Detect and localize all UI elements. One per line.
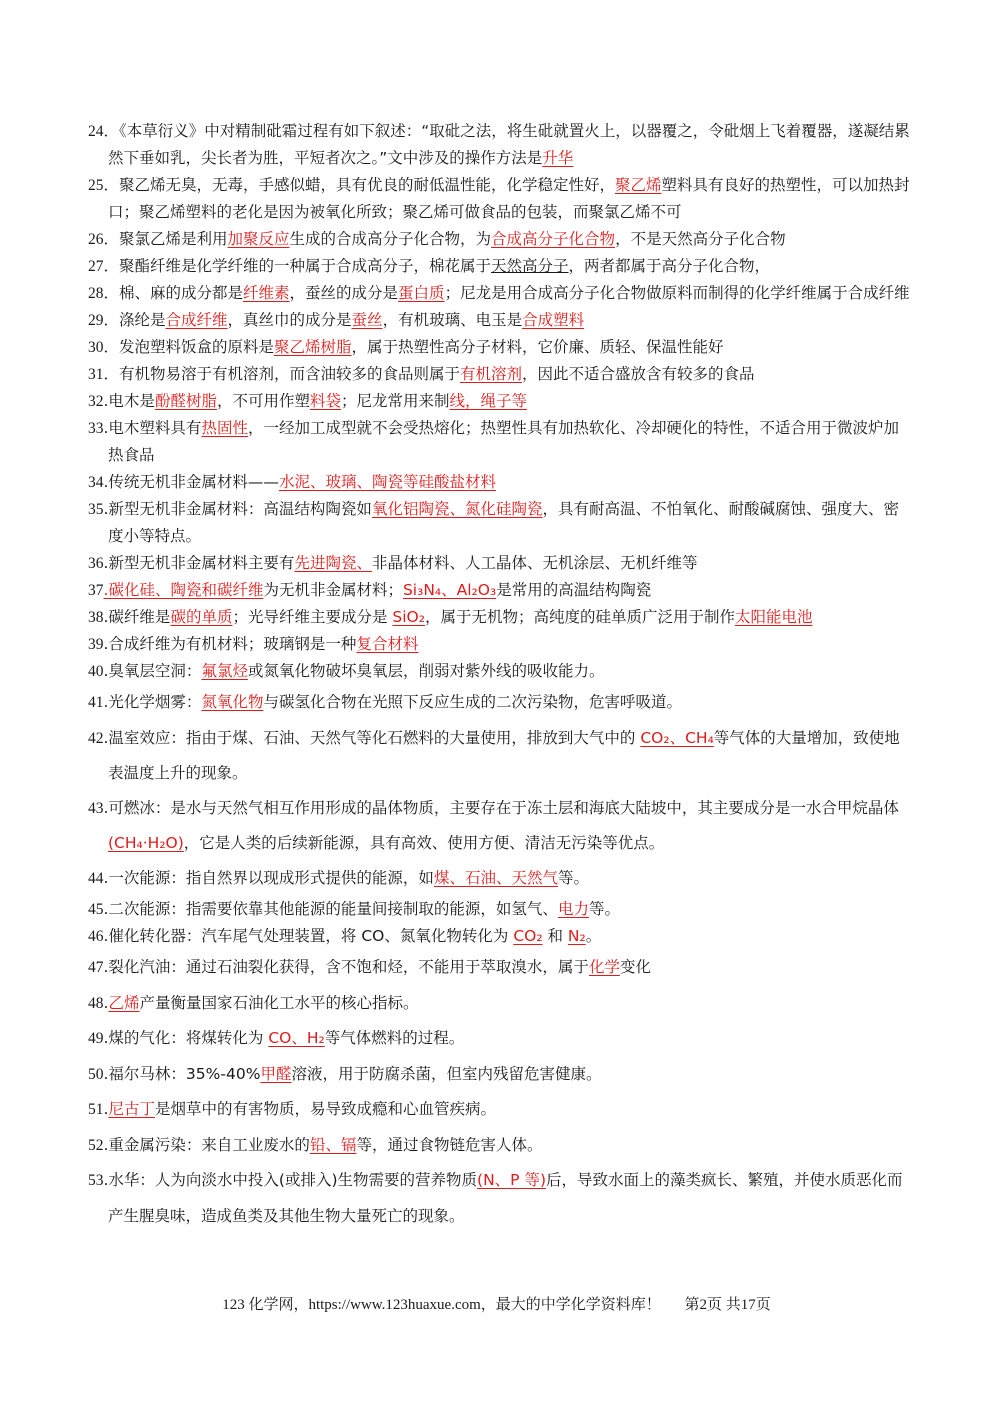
item-text: 后，导致水面上的藻类疯长、繁殖，并使水质恶化而产生腥臭味，造成鱼类及其他生物大量死亡的现象。 [108, 1171, 903, 1225]
answer-text: 料袋 [309, 392, 341, 410]
item-text: 等。 [588, 900, 620, 918]
answer-text: 碳的单质 [170, 608, 233, 626]
answer-text: 聚乙烯树脂 [274, 338, 352, 356]
item-text: .二次能源：指需要依靠其他能源的能量间接制取的能源，如氢气、 [103, 900, 558, 918]
item-text: ；尼龙是用合成高分子化合物做原料而制得的化学纤维属于合成纤维 [444, 284, 910, 302]
item-text: ，具有耐高温、不怕氧化、耐酸碱腐蚀、强度大、密度小等特点。 [108, 500, 899, 545]
list-item [88, 721, 910, 791]
item-number: 37 [88, 582, 104, 599]
list-item [88, 118, 910, 172]
item-number: 35 [88, 501, 104, 518]
item-text: .碳纤维是 [103, 608, 171, 626]
item-text: ，两者都属于高分子化合物， [568, 257, 771, 275]
item-number: 38 [88, 609, 104, 626]
list-item [88, 388, 910, 415]
item-text: 等。 [557, 868, 589, 887]
answer-text: 氟氯烃 [201, 662, 248, 680]
item-text: ．聚氯乙烯是利用 [103, 230, 228, 248]
item-text: .一次能源：指自然界以现成形式提供的能源，如 [103, 868, 434, 887]
item-number: 27 [88, 258, 104, 275]
item-text: .福尔马林：35%-40% [103, 1064, 261, 1083]
item-text: 是烟草中的有害物质，易导致成瘾和心血管疾病。 [154, 1100, 496, 1118]
item-text: ，真丝巾的成分是 [227, 311, 352, 329]
answer-text: 合成高分子化合物 [491, 230, 616, 248]
list-item [88, 172, 910, 226]
answer-text: 尼古丁 [108, 1100, 155, 1118]
item-text: .电木是 [103, 392, 155, 410]
item-number: 45 [88, 901, 104, 918]
item-text: 等气体燃料的过程。 [324, 1029, 465, 1047]
item-number: 41 [88, 694, 104, 711]
item-number: 51 [88, 1101, 104, 1118]
item-text: 等，通过食物链危害人体。 [356, 1135, 543, 1154]
item-text: ；光导纤维主要成分是 [232, 608, 393, 626]
answer-text: 蛋白质 [398, 284, 445, 302]
item-number: 24 [88, 123, 104, 140]
answer-text: 聚乙烯 [615, 176, 662, 194]
answer-text: 乙烯 [108, 993, 140, 1012]
item-text: 溶液，用于防腐杀菌，但室内残留危害健康。 [291, 1064, 602, 1083]
list-item [88, 415, 910, 469]
list-item [88, 986, 910, 1022]
answer-text: SiO₂ [392, 608, 425, 626]
item-number: 46 [88, 928, 104, 945]
answer-text: CO₂ [513, 927, 543, 945]
list-item [88, 469, 910, 496]
item-text: ．发泡塑料饭盒的原料是 [103, 338, 275, 356]
list-item [88, 334, 910, 361]
item-number: 25 [88, 177, 104, 194]
list-item [88, 1163, 910, 1233]
answer-text: N₂ [567, 927, 586, 945]
item-text: 和 [542, 927, 568, 945]
item-text: 非晶体材料、人工晶体、无机涂层、无机纤维等 [371, 554, 698, 572]
item-number: 30 [88, 339, 104, 356]
item-text: 生成的合成高分子化合物，为 [289, 230, 492, 248]
list-item [88, 604, 910, 631]
list-item [88, 861, 910, 897]
item-number: 40 [88, 663, 104, 680]
item-text: .温室效应：指由于煤、石油、天然气等化石燃料的大量使用，排放到大气中的 [103, 728, 641, 747]
item-text: .传统无机非金属材料—— [103, 473, 279, 491]
list-item [88, 631, 910, 658]
footer-page-number: 第2页 共17页 [684, 1297, 771, 1313]
answer-text: 合成纤维 [165, 311, 228, 329]
item-text: ，一经加工成型就不会受热熔化；热塑性具有加热软化、冷却硬化的特性，不适合用于微波炉加热食品 [108, 419, 899, 464]
item-text: .重金属污染：来自工业废水的 [103, 1135, 310, 1154]
item-number: 33 [88, 420, 104, 437]
item-text: .催化转化器：汽车尾气处理装置，将 CO、氮氧化物转化为 [103, 927, 514, 945]
item-text: 天然高分子 [491, 257, 569, 275]
item-text: . [103, 993, 109, 1012]
list-item [88, 307, 910, 334]
item-number: 28 [88, 285, 104, 302]
item-text: 是常用的高温结构陶瓷 [496, 581, 652, 599]
list-item [88, 1092, 910, 1128]
list-item [88, 253, 910, 280]
list-item [88, 1128, 910, 1164]
item-text: .新型无机非金属材料主要有 [103, 554, 295, 572]
answer-text: (N、P 等) [477, 1171, 546, 1189]
item-text: ，属于无机物；高纯度的硅单质广泛用于制作 [424, 608, 735, 626]
answer-text: 碳化硅、陶瓷和碳纤维 [108, 581, 264, 599]
list-item [88, 791, 910, 861]
item-number: 26 [88, 231, 104, 248]
answer-text: 氮氧化物 [201, 693, 264, 711]
item-list [88, 118, 910, 1233]
answer-text: 纤维素 [243, 284, 290, 302]
list-item [88, 226, 910, 253]
list-item [88, 550, 910, 577]
item-text: 或氮氧化物破坏臭氧层，削弱对紫外线的吸收能力。 [247, 662, 605, 680]
item-text: ，因此不适合盛放含有较多的食品 [522, 365, 755, 383]
answer-text: 铅、镉 [309, 1135, 357, 1154]
item-number: 53 [88, 1172, 104, 1189]
item-number: 39 [88, 636, 104, 653]
answer-text: 复合材料 [356, 635, 419, 653]
item-number: 49 [88, 1030, 104, 1047]
item-text: ，它是人类的后续新能源，具有高效、使用方便、清洁无污染等优点。 [183, 834, 665, 852]
list-item [88, 280, 910, 307]
item-text: ，蚕丝的成分是 [289, 284, 399, 302]
answer-text: 甲醛 [260, 1064, 292, 1083]
item-text: ，不可用作塑 [216, 392, 310, 410]
item-text: ，有机玻璃、电玉是 [382, 311, 523, 329]
list-item [88, 658, 910, 685]
item-text: . [103, 1100, 109, 1118]
item-text: .可燃冰：是水与天然气相互作用形成的晶体物质，主要存在于冻土层和海底大陆坡中，其主要成分是一水合甲烷晶体 [103, 798, 899, 817]
answer-text: 化学 [588, 958, 620, 976]
item-number: 31 [88, 366, 104, 383]
answer-text: 加聚反应 [227, 230, 290, 248]
item-text: 塑料具有良好的热塑性，可以加热封口；聚乙烯塑料的老化是因为被氧化所致；聚乙烯可做食品的包装，而聚氯乙烯不可 [108, 176, 910, 221]
item-text: .合成纤维为有机材料；玻璃钢是一种 [103, 635, 357, 653]
list-item [88, 1021, 910, 1057]
item-text: ．《本草衍义》中对精制砒霜过程有如下叙述：“取砒之法，将生砒就置火上，以器覆之，令砒烟上飞着覆器，遂凝结累然下垂如乳，尖长者为胜，平短者次之。”文中涉及的操作方法是 [103, 122, 910, 167]
answer-text: 先进陶瓷、 [294, 554, 372, 572]
item-number: 50 [88, 1065, 104, 1083]
item-text: 与碳氢化合物在光照下反应生成的二次污染物，危害呼吸道。 [263, 693, 682, 711]
item-text: ．有机物易溶于有机溶剂，而含油较多的食品则属于 [103, 365, 461, 383]
item-text: ．涤纶是 [103, 311, 166, 329]
answer-text: 线，绳子等 [449, 392, 528, 410]
answer-text: CO₂、CH₄ [640, 728, 714, 747]
answer-text: Si₃N₄、Al₂O₃ [402, 581, 497, 599]
answer-text: . [103, 581, 109, 599]
item-text: ；尼龙常用来制 [340, 392, 450, 410]
answer-text: 电力 [557, 900, 589, 918]
item-text: ．聚酯纤维是化学纤维的一种属于合成高分子，棉花属于 [103, 257, 492, 275]
item-text: ．聚乙烯无臭，无毒，手感似蜡，具有优良的耐低温性能，化学稳定性好， [103, 176, 616, 194]
item-number: 47 [88, 959, 104, 976]
answer-text: (CH₄·H₂O) [108, 834, 184, 852]
item-number: 43 [88, 799, 104, 817]
list-item [88, 577, 910, 604]
item-number: 36 [88, 555, 104, 572]
list-item [88, 896, 910, 923]
answer-text: 氧化铝陶瓷、氮化硅陶瓷 [371, 500, 543, 518]
item-text: .水华：人为向淡水中投入(或排入)生物需要的营养物质 [103, 1171, 478, 1189]
item-text: ，不是天然高分子化合物 [615, 230, 786, 248]
item-text: .臭氧层空洞： [103, 662, 202, 680]
answer-text: 煤、石油、天然气 [433, 868, 558, 887]
answer-text: 合成塑料 [522, 311, 585, 329]
item-text: .裂化汽油：通过石油裂化获得，含不饱和烃，不能用于萃取溴水，属于 [103, 958, 589, 976]
item-text: 变化 [619, 958, 651, 976]
item-text: ，属于热塑性高分子材料，它价廉、质轻、保温性能好 [351, 338, 724, 356]
item-text: 。 [585, 927, 602, 945]
item-number: 42 [88, 729, 104, 747]
answer-text: 太阳能电池 [734, 608, 813, 626]
answer-text: 蚕丝 [351, 311, 383, 329]
item-text: .电木塑料具有 [103, 419, 202, 437]
item-number: 44 [88, 869, 104, 887]
answer-text: 酚醛树脂 [154, 392, 217, 410]
answer-text: 热固性 [201, 419, 248, 437]
page-footer [0, 1293, 993, 1314]
footer-site: 123 化学网，https://www.123huaxue.com，最大的中学化学资料库！ [222, 1297, 661, 1313]
list-item [88, 361, 910, 388]
answer-text: CO、H₂ [268, 1029, 325, 1047]
list-item [88, 496, 910, 550]
item-text: .新型无机非金属材料：高温结构陶瓷如 [103, 500, 372, 518]
item-number: 48 [88, 994, 104, 1012]
item-number: 52 [88, 1136, 104, 1154]
answer-text: 水泥、玻璃、陶瓷等硅酸盐材料 [278, 473, 496, 491]
answer-text: 有机溶剂 [460, 365, 523, 383]
item-number: 32 [88, 393, 104, 410]
list-item [88, 685, 910, 721]
item-number: 34 [88, 474, 104, 491]
list-item [88, 1057, 910, 1093]
answer-text: 升华 [542, 149, 574, 167]
item-text: .光化学烟雾： [103, 693, 202, 711]
list-item [88, 923, 910, 950]
item-text: .煤的气化：将煤转化为 [103, 1029, 269, 1047]
item-text: 产量衡量国家石油化工水平的核心指标。 [139, 993, 419, 1012]
list-item [88, 950, 910, 986]
item-number: 29 [88, 312, 104, 329]
item-text: ．棉、麻的成分都是 [103, 284, 244, 302]
item-text: 为无机非金属材料； [263, 581, 403, 599]
item-text: 等气体的大量增加，致使地表温度上升的现象。 [108, 728, 900, 782]
